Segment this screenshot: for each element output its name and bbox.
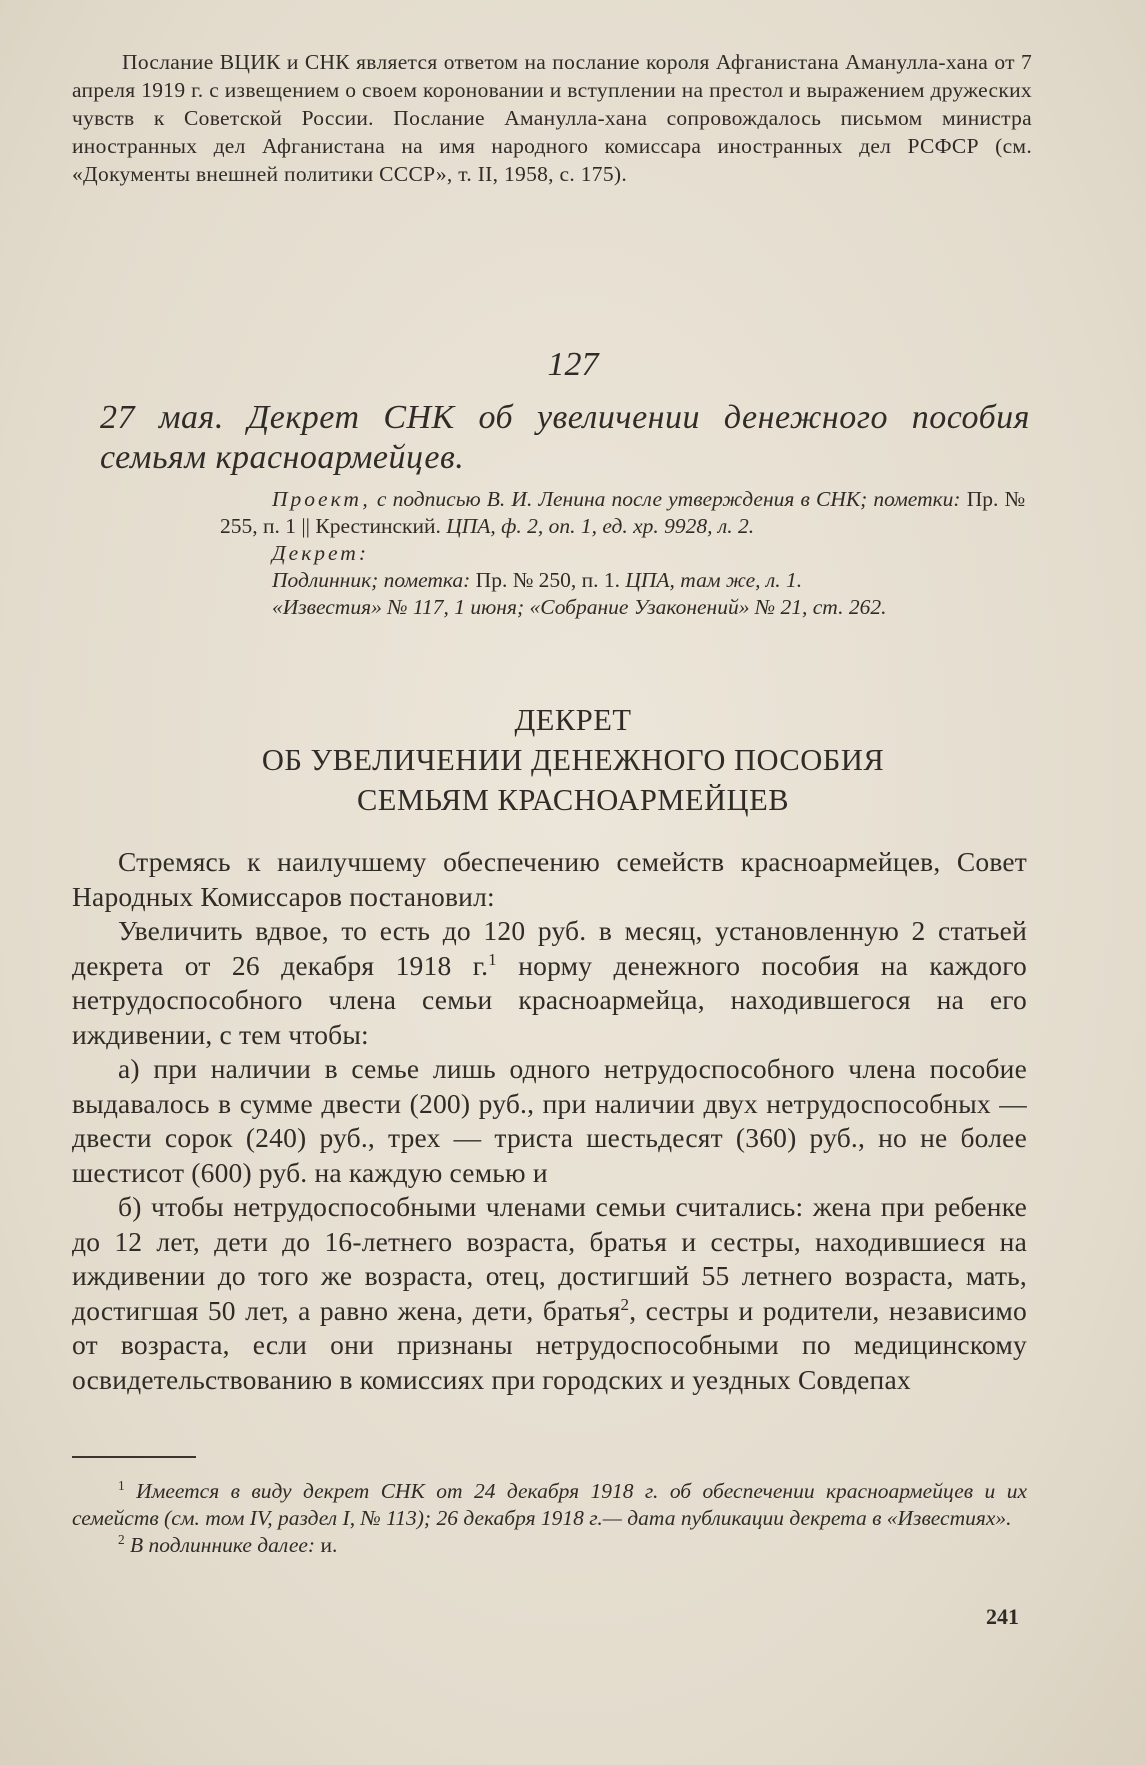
archival-publication: «Известия» № 117, 1 июня; «Собрание Узаконений» № 21, ст. 262. xyxy=(272,595,887,619)
archival-original: Подлинник; пометка: Пр. № 250, п. 1. ЦПА, там же, л. 1. xyxy=(272,568,803,592)
body-paragraph-main: Увеличить вдвое, то есть до 120 руб. в месяц, установленную 2 статьей декрета от 26 декабря 1918 г.$^1$ норму денежного пособия на каждого нетрудоспособного члена семьи красноармейца, находившегося на его иждивении, с тем чтобы: xyxy=(72,915,1027,1050)
footnote-ref-1: 1 xyxy=(488,949,497,969)
decree-title xyxy=(0,700,1146,820)
footnote-1: $^1$ Имеется в виду декрет СНК от 24 декабря 1918 г. об обеспечении красноармейцев и их семейств (см. том IV, раздел I, № 113); 26 декабря 1918 г.— дата публикации декрета в «Известиях». xyxy=(72,1477,1027,1530)
archival-draft: Проект, с подписью В. И. Ленина после утверждения в СНК; пометки: Пр. № 255, п. 1 || Крестинский. ЦПА, ф. 2, оп. 1, ед. хр. 9928, л. 2. xyxy=(220,487,1025,538)
body-paragraph-b: б) чтобы нетрудоспособными членами семьи считались: жена при ребенке до 12 лет, дети до 16-летнего возраста, братья и сестры, находившиеся на иждивении до того же возраста, отец, достигший 55 летнего возраста, мать, достигшая 50 лет, а равно жена, дети, братья$^2$, сестры и родители, независимо от возраста, если они признаны нетрудоспособными по медицинскому освидетельствованию в комиссиях при городских и уездных Совдепах xyxy=(72,1191,1027,1395)
footnote-divider xyxy=(72,1456,196,1458)
page-number: 241 xyxy=(986,1604,1019,1629)
archival-notes xyxy=(220,486,1025,621)
footnote-ref-2: 2 xyxy=(620,1294,630,1314)
archival-decree-label: Декрет: xyxy=(272,541,369,565)
archival-draft-label: Проект, xyxy=(272,487,371,511)
body-paragraph-a: а) при наличии в семье лишь одного нетрудоспособного члена пособие выдавалось в сумме двести (200) руб., при наличии двух нетрудоспособных — двести сорок (240) руб., трех — триста шестьдесят (360) руб., но не более шестисот (600) руб. на каждую семью и xyxy=(72,1053,1027,1188)
footnote-2: $^2$ В подлиннике далее: и. xyxy=(118,1531,338,1557)
footnotes xyxy=(72,1478,1027,1559)
document-heading: 27 мая. Декрет СНК об увеличении денежного пособия семьям красноармейцев. xyxy=(100,399,1030,476)
intro-note: Послание ВЦИК и СНК является ответом на послание короля Афганистана Аманулла-хана от 7 апреля 1919 г. с извещением о своем короновании и вступлении на престол и выражением дружеских чувств к Советской России. Послание Аманулла-хана сопровождалось письмом министра иностранных дел Афганистана на имя народного комиссара иностранных дел РСФСР (см. «Документы внешней политики СССР», т. II, 1958, с. 175). xyxy=(72,50,1032,186)
decree-body xyxy=(72,845,1027,1397)
decree-title-line-3: СЕМЬЯМ КРАСНОАРМЕЙЦЕВ xyxy=(356,783,790,817)
decree-title-line-2: ОБ УВЕЛИЧЕНИИ ДЕНЕЖНОГО ПОСОБИЯ xyxy=(261,743,885,777)
decree-title-line-1: ДЕКРЕТ xyxy=(514,703,632,737)
document-number: 127 xyxy=(547,346,599,383)
body-paragraph-preamble: Стремясь к наилучшему обеспечению семейств красноармейцев, Совет Народных Комиссаров постановил: xyxy=(72,846,1027,912)
